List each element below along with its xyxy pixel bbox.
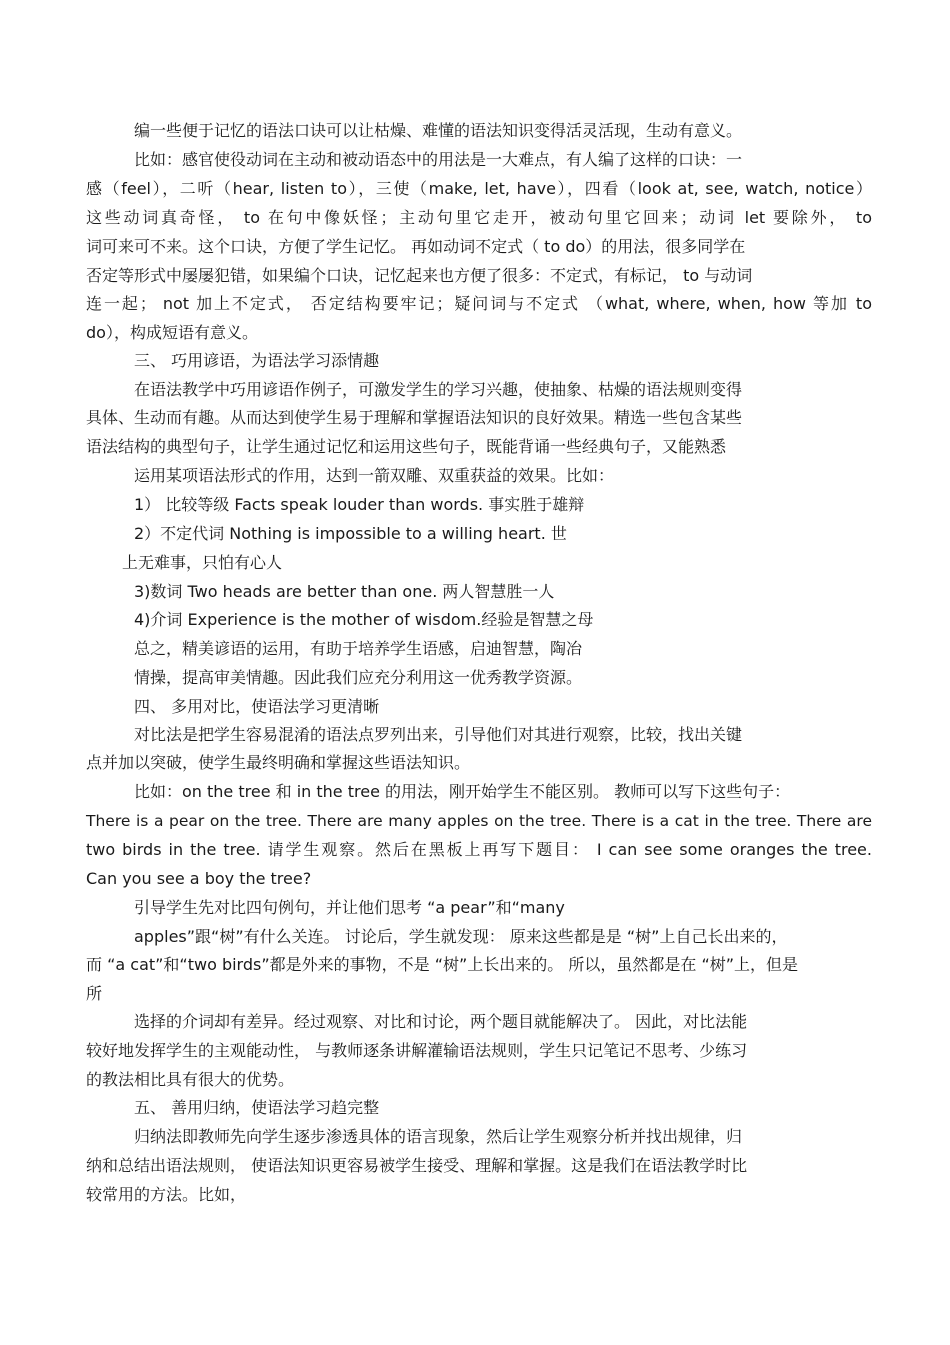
- text-line: 归纳法即教师先向学生逐步渗透具体的语言现象，然后让学生观察分析并找出规律，归: [134, 1127, 743, 1146]
- text-line: 情操，提高审美情趣。因此我们应充分利用这一优秀教学资源。: [134, 668, 583, 687]
- text-line: 具体、生动而有趣。从而达到使学生易于理解和掌握语法知识的良好效果。精选一些包含某些: [86, 408, 743, 427]
- text-line: 的教法相比具有很大的优势。: [86, 1070, 295, 1089]
- text-line: 而 “a cat”和“two birds”都是外来的事物，不是 “树”上长出来的。 所以，虽然都是在 “树”上，但是: [86, 955, 799, 974]
- text-line: There is a pear on the tree. There are many apples on the tree. There is a cat in the tree. There are: [86, 812, 872, 830]
- example-line: 2）不定代词 Nothing is impossible to a willing heart. 世: [134, 524, 567, 543]
- text-line: two birds in the tree. 请学生观察。然后在黑板上再写下题目： I can see some oranges the tree.: [86, 840, 872, 859]
- text-line: 对比法是把学生容易混淆的语法点罗列出来，引导他们对其进行观察，比较，找出关键: [134, 725, 743, 744]
- text-line: 连一起； not 加上不定式， 否定结构要牢记；疑问词与不定式 （what, where, when, how 等加 to: [86, 294, 872, 313]
- text-line: 感（feel），二听（hear, listen to），三使（make, let, have），四看（look at, see, watch, notice）: [86, 179, 872, 198]
- text-line: 词可来可不来。这个口诀，方便了学生记忆。 再如动词不定式（ to do）的用法，很多同学在: [86, 237, 746, 256]
- example-line: 3)数词 Two heads are better than one. 两人智慧胜一人: [134, 582, 555, 601]
- text-line: apples”跟“树”有什么关连。 讨论后，学生就发现： 原来这些都是是 “树”上自己长出来的，: [134, 927, 788, 946]
- example-line: 上无难事，只怕有心人: [122, 553, 283, 572]
- section-heading: 三、 巧用谚语，为语法学习添情趣: [134, 351, 380, 370]
- text-line: 选择的介词却有差异。经过观察、对比和讨论，两个题目就能解决了。 因此，对比法能: [134, 1012, 748, 1031]
- text-line: Can you see a boy the tree?: [86, 869, 312, 888]
- text-line: 比如：on the tree 和 in the tree 的用法，刚开始学生不能区别。 教师可以写下这些句子：: [134, 782, 791, 801]
- text-line: 点并加以突破，使学生最终明确和掌握这些语法知识。: [86, 753, 471, 772]
- text-line: 较好地发挥学生的主观能动性， 与教师逐条讲解灌输语法规则，学生只记笔记不思考、少练习: [86, 1041, 748, 1060]
- text-line: 纳和总结出语法规则， 使语法知识更容易被学生接受、理解和掌握。这是我们在语法教学时比: [86, 1156, 748, 1175]
- text-line: 运用某项语法形式的作用，达到一箭双雕、双重获益的效果。比如：: [134, 466, 615, 485]
- text-line: 编一些便于记忆的语法口诀可以让枯燥、难懂的语法知识变得活灵活现，生动有意义。: [134, 121, 743, 140]
- example-line: 1） 比较等级 Facts speak louder than words. 事实胜于雄辩: [134, 495, 585, 514]
- text-line: 所: [86, 984, 103, 1003]
- section-heading: 四、 多用对比，使语法学习更清晰: [134, 697, 380, 716]
- text-line: 引导学生先对比四句例句，并让他们思考 “a pear”和“many: [134, 898, 565, 917]
- example-line: 4)介词 Experience is the mother of wisdom.经验是智慧之母: [134, 610, 594, 629]
- text-line: 较常用的方法。比如，: [86, 1185, 247, 1204]
- text-line: 在语法教学中巧用谚语作例子，可激发学生的学习兴趣，使抽象、枯燥的语法规则变得: [134, 380, 743, 399]
- text-line: 语法结构的典型句子，让学生通过记忆和运用这些句子，既能背诵一些经典句子，又能熟悉: [86, 437, 727, 456]
- text-line: do），构成短语有意义。: [86, 323, 258, 342]
- text-line: 比如：感官使役动词在主动和被动语态中的用法是一大难点，有人编了这样的口诀：一: [134, 150, 743, 169]
- text-line: 否定等形式中屡屡犯错，如果编个口诀，记忆起来也方便了很多：不定式，有标记， to 与动词: [86, 266, 753, 285]
- text-line: 总之，精美谚语的运用，有助于培养学生语感，启迪智慧，陶冶: [134, 639, 583, 658]
- section-heading: 五、 善用归纳，使语法学习趋完整: [134, 1098, 380, 1117]
- text-line: 这些动词真奇怪， to 在句中像妖怪；主动句里它走开，被动句里它回来；动词 let 要除外， to: [86, 208, 872, 227]
